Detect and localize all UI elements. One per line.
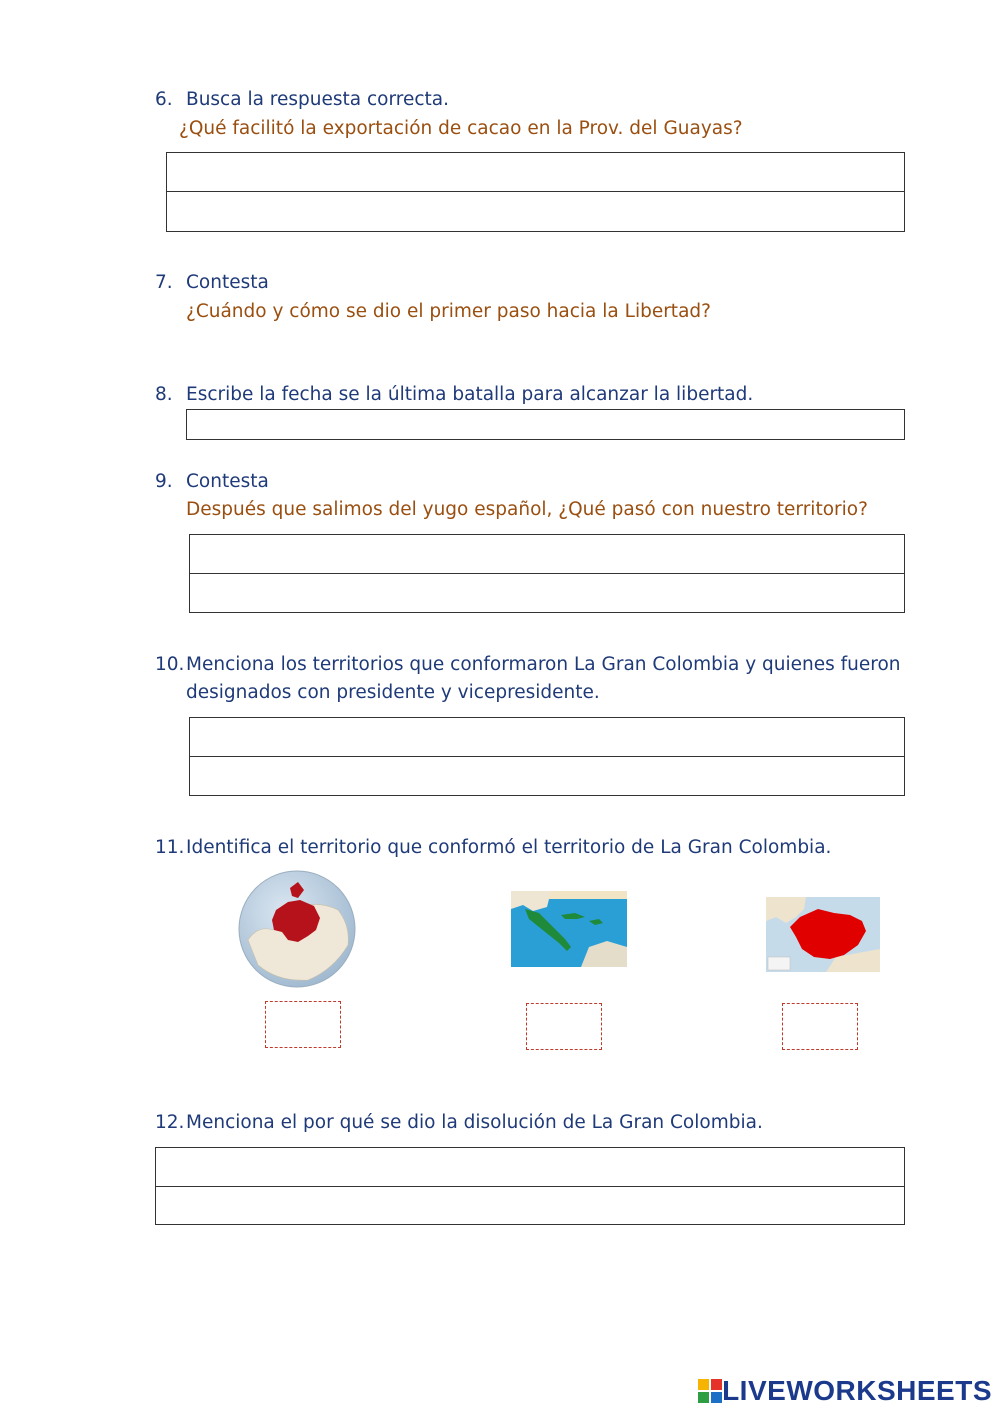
answer-field-6b[interactable] — [167, 192, 904, 232]
drop-zone-3[interactable] — [782, 1003, 858, 1050]
question-number: 6. — [155, 89, 173, 110]
gran-colombia-map — [766, 897, 880, 972]
central-america-map — [511, 891, 627, 967]
answer-box-9 — [189, 534, 905, 613]
question-text: Menciona el por qué se dio la disolución de La Gran Colombia. — [186, 1112, 763, 1133]
answer-field-6a[interactable] — [167, 153, 904, 192]
question-text: Menciona los territorios que conformaron La Gran Colombia y quienes fueron designados con presidente y vicepresidente. — [186, 654, 901, 703]
drop-zone-1[interactable] — [265, 1001, 341, 1048]
question-number: 9. — [155, 471, 173, 492]
question-text: Escribe la fecha se la última batalla para alcanzar la libertad. — [186, 384, 754, 405]
answer-field-8[interactable] — [186, 409, 905, 440]
answer-field-9b[interactable] — [190, 574, 904, 613]
europe-globe-map — [238, 870, 356, 988]
answer-field-10b[interactable] — [190, 757, 904, 796]
question-number: 11. — [155, 837, 185, 858]
answer-field-10a[interactable] — [190, 718, 904, 756]
logo-icon — [698, 1379, 722, 1403]
question-number: 12. — [155, 1112, 185, 1133]
question-text: Contesta — [186, 471, 269, 492]
question-6-subtext: ¿Qué facilitó la exportación de cacao en la Prov. del Guayas? — [179, 118, 743, 139]
answer-field-12b[interactable] — [156, 1187, 904, 1225]
answer-box-6 — [166, 152, 905, 232]
question-text: Contesta — [186, 272, 269, 293]
question-number: 10. — [155, 654, 185, 675]
drop-zone-2[interactable] — [526, 1003, 602, 1050]
question-9-subtext: Después que salimos del yugo español, ¿Qué pasó con nuestro territorio? — [186, 499, 868, 520]
question-number: 7. — [155, 272, 173, 293]
answer-field-9a[interactable] — [190, 535, 904, 573]
answer-box-10 — [189, 717, 905, 796]
answer-field-12a[interactable] — [156, 1148, 904, 1186]
logo-text: LIVEWORKSHEETS — [722, 1375, 992, 1406]
question-number: 8. — [155, 384, 173, 405]
question-text: Identifica el territorio que conformó el territorio de La Gran Colombia. — [186, 837, 832, 858]
question-7-subtext: ¿Cuándo y cómo se dio el primer paso hacia la Libertad? — [186, 301, 711, 322]
liveworksheets-logo — [698, 1375, 992, 1407]
answer-box-12 — [155, 1147, 905, 1225]
question-text: Busca la respuesta correcta. — [186, 89, 449, 110]
